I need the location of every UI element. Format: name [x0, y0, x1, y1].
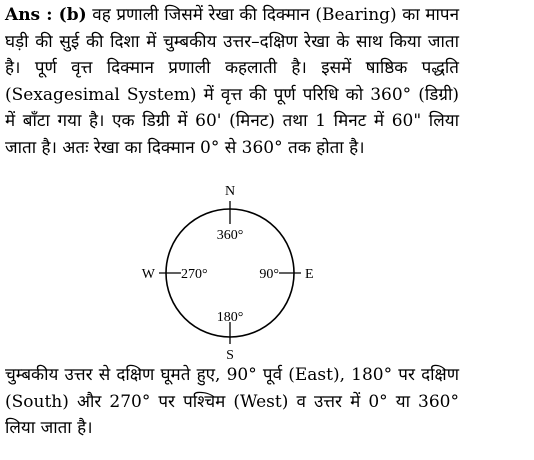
compass-diagram: [130, 178, 330, 362]
south-label: S: [226, 348, 234, 362]
west-degree-label: 270°: [181, 267, 208, 282]
south-degree-label: 180°: [216, 310, 244, 325]
answer-paragraph-2: चुम्बकीय उत्तर से दक्षिण घूमते हुए, 90° पूर्व (East), 180° पर दक्षिण (South) और 270° पर पश्चिम (West) व उत्तर में 0° या 360° लिया जाता है।: [5, 365, 459, 438]
answer-text-1: वह प्रणाली जिसमें रेखा की दिक्मान (Bearing) का मापन घड़ी की सुई की दिशा में चुम्बकीय उत्तर–दक्षिण रेखा के साथ किया जाता है। पूर्ण वृत्त दिक्मान प्रणाली कहलाती है। इसमें षाष्ठिक पद्धति (Sexagesimal System) में वृत्त की पूर्ण परिधि को 360° (डिग्री) में बाँटा गया है। एक डिग्री में 60' (मिनट) तथा 1 मिनट में 60" लिया जाता है। अतः रेखा का दिक्मान 0° से 360° तक होता है।: [5, 5, 460, 158]
east-degree-label: 90°: [259, 267, 279, 282]
answer-paragraph-1: [5, 2, 459, 161]
north-label: N: [224, 184, 236, 199]
answer-label: Ans : (b): [5, 5, 87, 25]
east-label: E: [305, 267, 314, 282]
west-label: W: [141, 267, 155, 282]
north-degree-label: 360°: [216, 228, 244, 243]
